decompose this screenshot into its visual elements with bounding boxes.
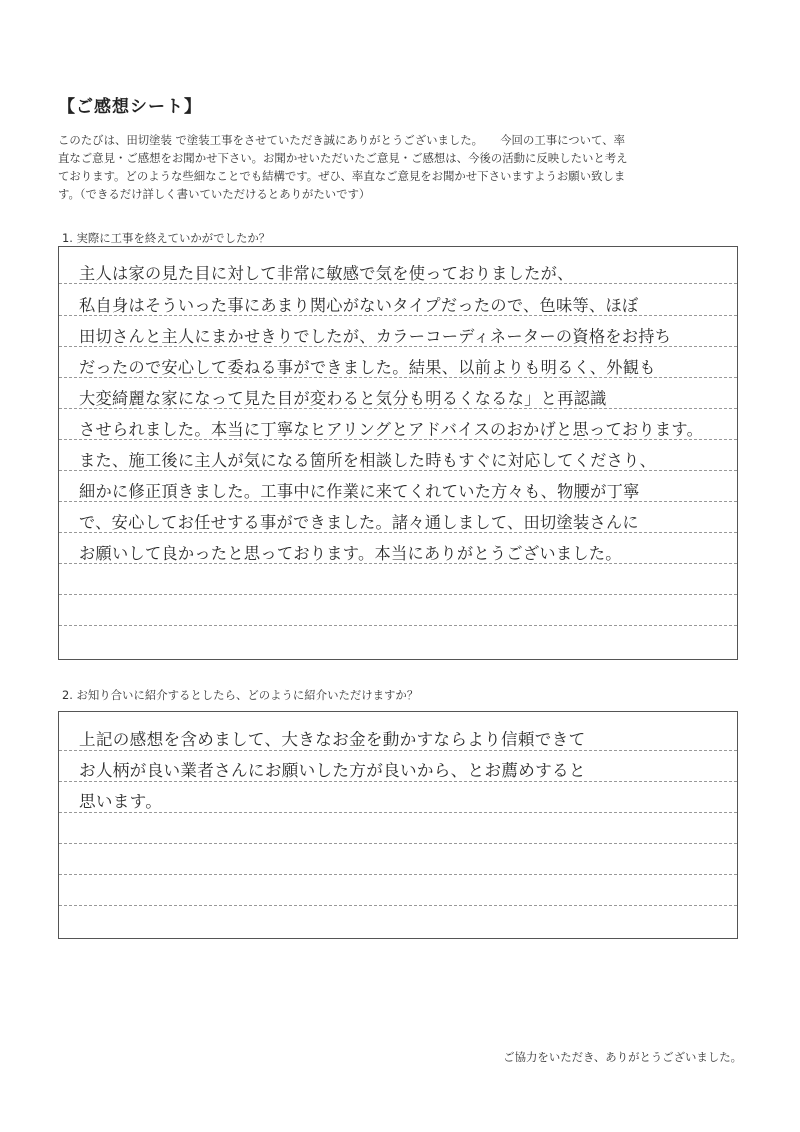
question-1-label: 1. 実際に工事を終えていかがでしたか？: [62, 231, 271, 245]
handwritten-line: 私自身はそういった事にあまり関心がないタイプだったので、色味等、ほぼ: [79, 296, 639, 315]
handwritten-line: 思います。: [79, 792, 163, 811]
handwritten-line: させられました。本当に丁寧なヒアリングとアドバイスのおかげと思っております。: [79, 420, 704, 439]
answer-1-box: [58, 246, 738, 660]
handwritten-line: で、安心してお任せする事ができました。諸々通しまして、田切塗装さんに: [79, 513, 639, 532]
ruled-line: [59, 781, 737, 782]
handwritten-line: 主人は家の見た目に対して非常に敏感で気を使っておりましたが、: [79, 264, 574, 283]
question-2-label: 2. お知り合いに紹介するとしたら、どのように紹介いただけますか？: [62, 688, 419, 702]
ruled-line: [59, 594, 737, 595]
handwritten-line: また、施工後に主人が気になる箇所を相談した時もすぐに対応してくださり、: [79, 451, 657, 470]
ruled-line: [59, 812, 737, 813]
intro-line: 直なご意見・ご感想をお聞かせ下さい。お聞かせいただいたご意見・ご感想は、今後の活動に反映したいと考え: [58, 151, 628, 165]
handwritten-line: 田切さんと主人にまかせきりでしたが、カラーコーディネーターの資格をお持ち: [79, 327, 672, 346]
intro-line: ております。どのような些細なことでも結構です。ぜひ、率直なご意見をお聞かせ下さいますようお願い致しま: [58, 169, 626, 183]
handwritten-line: 大変綺麗な家になって見た目が変わると気分も明るくなるな」と再認識: [79, 389, 607, 408]
intro-paragraph: [58, 131, 748, 203]
ruled-line: [59, 625, 737, 626]
handwritten-line: お願いして良かったと思っております。本当にありがとうございました。: [79, 544, 622, 563]
ruled-line: [59, 843, 737, 844]
ruled-line: [59, 750, 737, 751]
answer-2-box: [58, 711, 738, 939]
closing-thanks: ご協力をいただき、ありがとうございました。: [503, 1050, 742, 1064]
ruled-line: [59, 874, 737, 875]
ruled-line: [59, 905, 737, 906]
sheet-title: 【ご感想シート】: [58, 97, 202, 117]
handwritten-line: 細かに修正頂きました。工事中に作業に来てくれていた方々も、物腰が丁寧: [79, 482, 640, 501]
handwritten-line: 上記の感想を含めまして、大きなお金を動かすならより信頼できて: [79, 730, 586, 749]
handwritten-line: お人柄が良い業者さんにお願いした方が良いから、とお薦めすると: [79, 761, 586, 780]
handwritten-line: だったので安心して委ねる事ができました。結果、以前よりも明るく、外観も: [79, 358, 656, 377]
intro-line: す。（できるだけ詳しく書いていただけるとありがたいです）: [58, 187, 371, 201]
intro-line: このたびは、田切塗装 で塗装工事をさせていただき誠にありがとうございました。 今回の工事について、率: [58, 133, 625, 147]
